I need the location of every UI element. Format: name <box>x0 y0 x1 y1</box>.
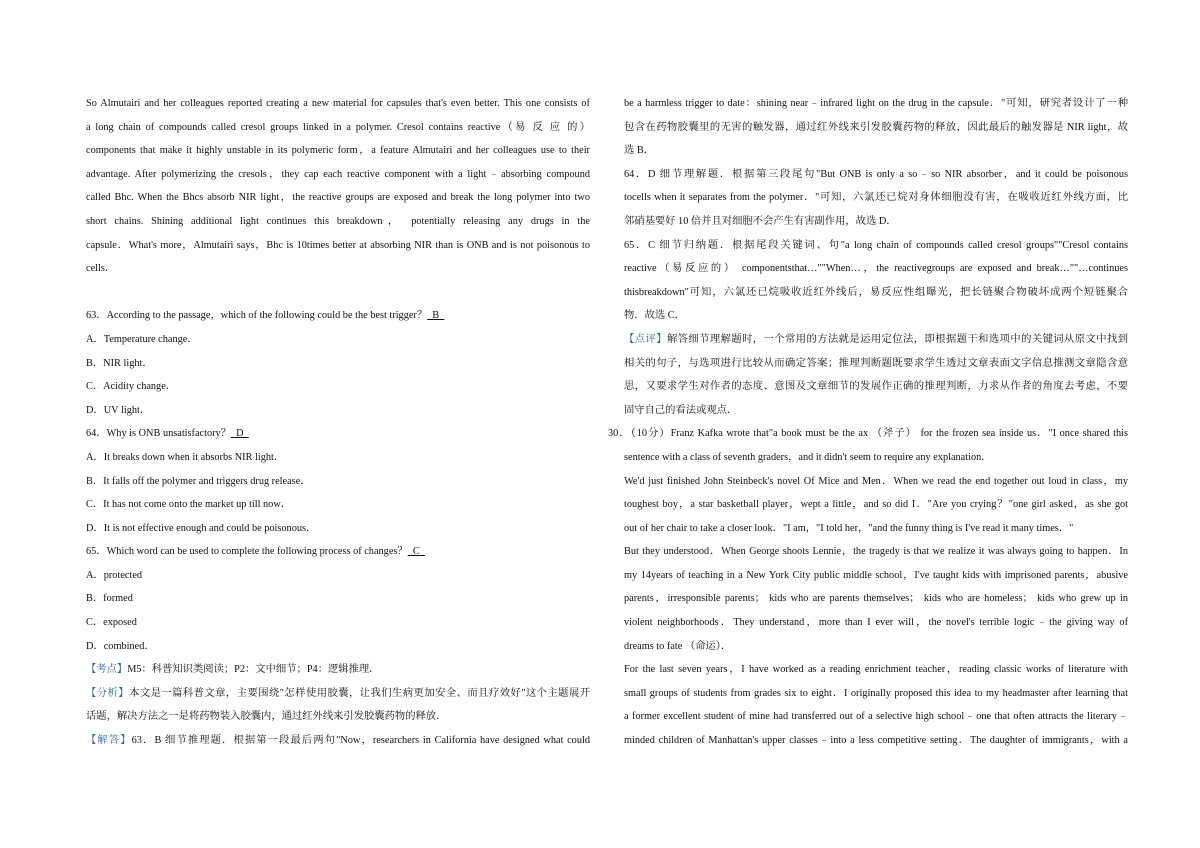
text-line <box>624 658 1128 682</box>
line-text: C．exposed <box>86 617 137 629</box>
section-tag: 【考点】 <box>86 664 128 676</box>
line-text: a long chain of compounds called cresol groups linked in a polymer. Cresol contains reactive（易 反 应 的） <box>86 121 590 133</box>
line-text: But they understood．When George shoots Lennie，the tragedy is that we realize it was always going to happen．In <box>624 546 1128 558</box>
line-text: 话题，解决方法之一是将药物装入胶囊内，通过红外线来引发胶囊药物的释放． <box>86 711 447 723</box>
line-text: toughest boy，a star basketball player，wept a little，and so did I．"Are you crying？"one girl asked，as she got <box>624 499 1128 511</box>
text-line <box>624 705 1128 729</box>
text-line <box>86 682 590 706</box>
line-text: 65．C 细节归纳题．根据尾段关键词、句"a long chain of compounds called cresol groups""Cresol contains <box>624 239 1128 251</box>
text-line <box>624 682 1128 706</box>
line-text: 63．B 细节推理题．根据第一段最后两句"Now，researchers in California have designed what could <box>131 735 590 747</box>
line-text: 相关的句子，与选项进行比较从而确定答案；推理判断题既要求学生透过文章表面文字信息推测文章隐含意 <box>624 357 1128 369</box>
text-line <box>624 352 1128 376</box>
text-line <box>86 116 590 140</box>
text-line <box>86 446 590 470</box>
question-text: 63．According to the passage，which of the following could be the best trigger？ <box>86 310 428 322</box>
text-line <box>624 186 1128 210</box>
text-line <box>624 611 1128 635</box>
line-text: A．Temperature change． <box>86 333 198 345</box>
text-line <box>624 470 1128 494</box>
line-text: capsule．What's more，Almutairi says，Bhc is 10times better at absorbing NIR than is ONB and is not poisonous to <box>86 239 590 251</box>
line-text: B．NIR light． <box>86 357 153 369</box>
text-line <box>624 540 1128 564</box>
line-text: thisbreakdown"可知，六氯还已烷吸收近红外线后，易反应性组曝光，把长链聚合物破坏成两个短链聚合 <box>624 286 1128 298</box>
text-line <box>608 422 1128 446</box>
text-line <box>624 257 1128 281</box>
answer-blank: D <box>231 428 249 440</box>
text-line <box>86 611 590 635</box>
text-line <box>86 587 590 611</box>
line-text: 64．D 细节理解题．根据第三段尾句"But ONB is only a so﹣so NIR absorber，and it could be poisonous <box>624 168 1128 180</box>
text-line <box>624 635 1128 659</box>
text-line <box>86 163 590 187</box>
text-line <box>86 257 590 281</box>
text-line <box>86 493 590 517</box>
answer-blank: B <box>427 310 445 322</box>
line-text: We'd just finished John Steinbeck's novel Of Mice and Men．When we read the end together out loud in class，my <box>624 475 1128 487</box>
section-tag: 【点评】 <box>624 333 667 345</box>
line-text: advantage. After polymerizing the cresols，they cap each reactive component with a light﹣absorbing compound <box>86 168 590 180</box>
line-text: 解答细节理解题时，一个常用的方法就是运用定位法，即根据题干和选项中的关键词从原文中找到 <box>666 333 1128 345</box>
text-line <box>86 470 590 494</box>
text-line <box>86 304 590 328</box>
line-text: 思，又要求学生对作者的态度、意图及文章细节的发展作正确的推理判断，力求从作者的角度去考虑，不要 <box>624 381 1128 393</box>
section-tag: 【分析】 <box>86 687 130 699</box>
line-text: parents，irresponsible parents； kids who are parents themselves； kids who are homeless； kids who grew up in <box>624 593 1128 605</box>
text-line <box>624 729 1128 753</box>
answer-blank: C <box>407 546 425 558</box>
line-text: dreams to fate （命运）． <box>624 640 732 652</box>
line-text: C．Acidity change． <box>86 381 177 393</box>
text-line <box>624 234 1128 258</box>
text-line <box>624 210 1128 234</box>
question-text: 65．Which word can be used to complete the following process of changes？ <box>86 546 408 558</box>
text-line <box>86 564 590 588</box>
line-text: sentence with a class of seventh graders，and it didn't seem to require any explanation． <box>624 451 992 463</box>
text-line <box>624 328 1128 352</box>
text-line <box>624 493 1128 517</box>
line-text: 物．故选 C． <box>624 310 685 322</box>
right-column <box>608 92 1128 753</box>
line-text: 本文是一篇科普文章，主要围绕"怎样使用胶囊，让我们生病更加安全、而且疗效好"这个主题展开 <box>129 687 590 699</box>
line-text: components that make it highly unstable in its polymeric form，a feature Almutairi and her colleagues use to their <box>86 145 590 157</box>
text-line <box>624 139 1128 163</box>
text-line <box>624 116 1128 140</box>
line-text: D．combined． <box>86 640 155 652</box>
text-line <box>86 422 590 446</box>
section-tag: 【解答】 <box>86 735 132 747</box>
text-line <box>624 517 1128 541</box>
line-text: 邻硝基要好 10 倍并且对细胞不会产生有害副作用，故选 D． <box>624 215 897 227</box>
line-text: short chains. Shining additional light continues this breakdown， potentially releasing any drugs in the <box>86 215 590 227</box>
text-line <box>86 352 590 376</box>
line-text: reactive（易反应的） componentsthat…""When…，the reactivegroups are exposed and break…""…continues <box>624 263 1128 275</box>
text-line <box>624 304 1128 328</box>
text-line <box>86 328 590 352</box>
left-column <box>86 92 590 753</box>
line-text: a former excellent student of mine had transferred out of a selective high school﹣one that often attracts the literary﹣ <box>624 711 1128 723</box>
text-line <box>624 281 1128 305</box>
line-text: A．protected <box>86 569 143 581</box>
text-line <box>86 375 590 399</box>
line-text: called Bhc. When the Bhcs absorb NIR light，the reactive groups are exposed and break the long polymer into two <box>86 192 590 204</box>
text-line <box>86 139 590 163</box>
text-line <box>624 92 1128 116</box>
text-line <box>86 658 590 682</box>
text-line <box>86 210 590 234</box>
line-text: out of her chair to take a closer look．"I am，"I told her，"and the funny thing is I've read it many times．" <box>624 522 1074 534</box>
line-text: 选 B． <box>624 145 655 157</box>
text-line <box>86 517 590 541</box>
line-text: 30．（10分）Franz Kafka wrote that"a book must be the ax （斧子） for the frozen sea inside us．"I once shared this <box>608 428 1128 440</box>
text-line <box>86 399 590 423</box>
line-text: 包含在药物胶囊里的无害的触发器，通过红外线来引发胶囊药物的释放，因此最后的触发器是 NIR light，故 <box>624 121 1128 133</box>
text-line <box>624 564 1128 588</box>
line-text: minded children of Manhattan's upper classes﹣into a less competitive setting．The daughter of immigrants，with a <box>624 735 1128 747</box>
text-line <box>624 587 1128 611</box>
text-line <box>86 635 590 659</box>
line-text: M5：科普知识类阅读；P2：文中细节；P4：逻辑推理． <box>127 664 380 676</box>
line-text: D．It is not effective enough and could be poisonous． <box>86 522 317 534</box>
text-line <box>86 92 590 116</box>
text-line <box>624 399 1128 423</box>
line-text: For the last seven years，I have worked as a reading enrichment teacher，reading classic works of literature with <box>624 664 1128 676</box>
text-line <box>86 186 590 210</box>
line-text: violent neighborhoods．They understand，more than I ever will，the novel's terrible logic﹣the giving way of <box>624 617 1128 629</box>
line-text: B．formed <box>86 593 133 605</box>
line-text: C．It has not come onto the market up till now． <box>86 499 292 511</box>
text-line <box>624 375 1128 399</box>
text-line <box>86 281 590 305</box>
text-line <box>624 446 1128 470</box>
text-line <box>624 163 1128 187</box>
line-text: B．It falls off the polymer and triggers drug release． <box>86 475 311 487</box>
line-text: tocells when it separates from the polymer．"可知，六氯还已烷对身体细胞没有害，在吸收近红外线方面，比 <box>624 192 1128 204</box>
text-line <box>86 540 590 564</box>
line-text: my 14years of teaching in a New York City public middle school，I've taught kids with imprisoned parents，abusive <box>624 569 1128 581</box>
line-text: D．UV light． <box>86 404 151 416</box>
text-line <box>86 705 590 729</box>
question-text: 64．Why is ONB unsatisfactory？ <box>86 428 231 440</box>
text-line <box>86 234 590 258</box>
line-text: So Almutairi and her colleagues reported creating a new material for capsules that's even better. This one consists of <box>86 98 590 109</box>
line-text: A．It breaks down when it absorbs NIR light． <box>86 451 285 463</box>
line-text: small groups of students from grades six to eight．I originally proposed this idea to my headmaster after learning that <box>624 687 1128 699</box>
line-text: be a harmless trigger to date：shining near﹣infrared light on the drug in the capsule．"可知，研究者设计了一种 <box>624 98 1128 109</box>
text-line <box>86 729 590 753</box>
line-text: 固守自己的看法或观点． <box>624 404 738 416</box>
line-text: cells． <box>86 263 116 275</box>
